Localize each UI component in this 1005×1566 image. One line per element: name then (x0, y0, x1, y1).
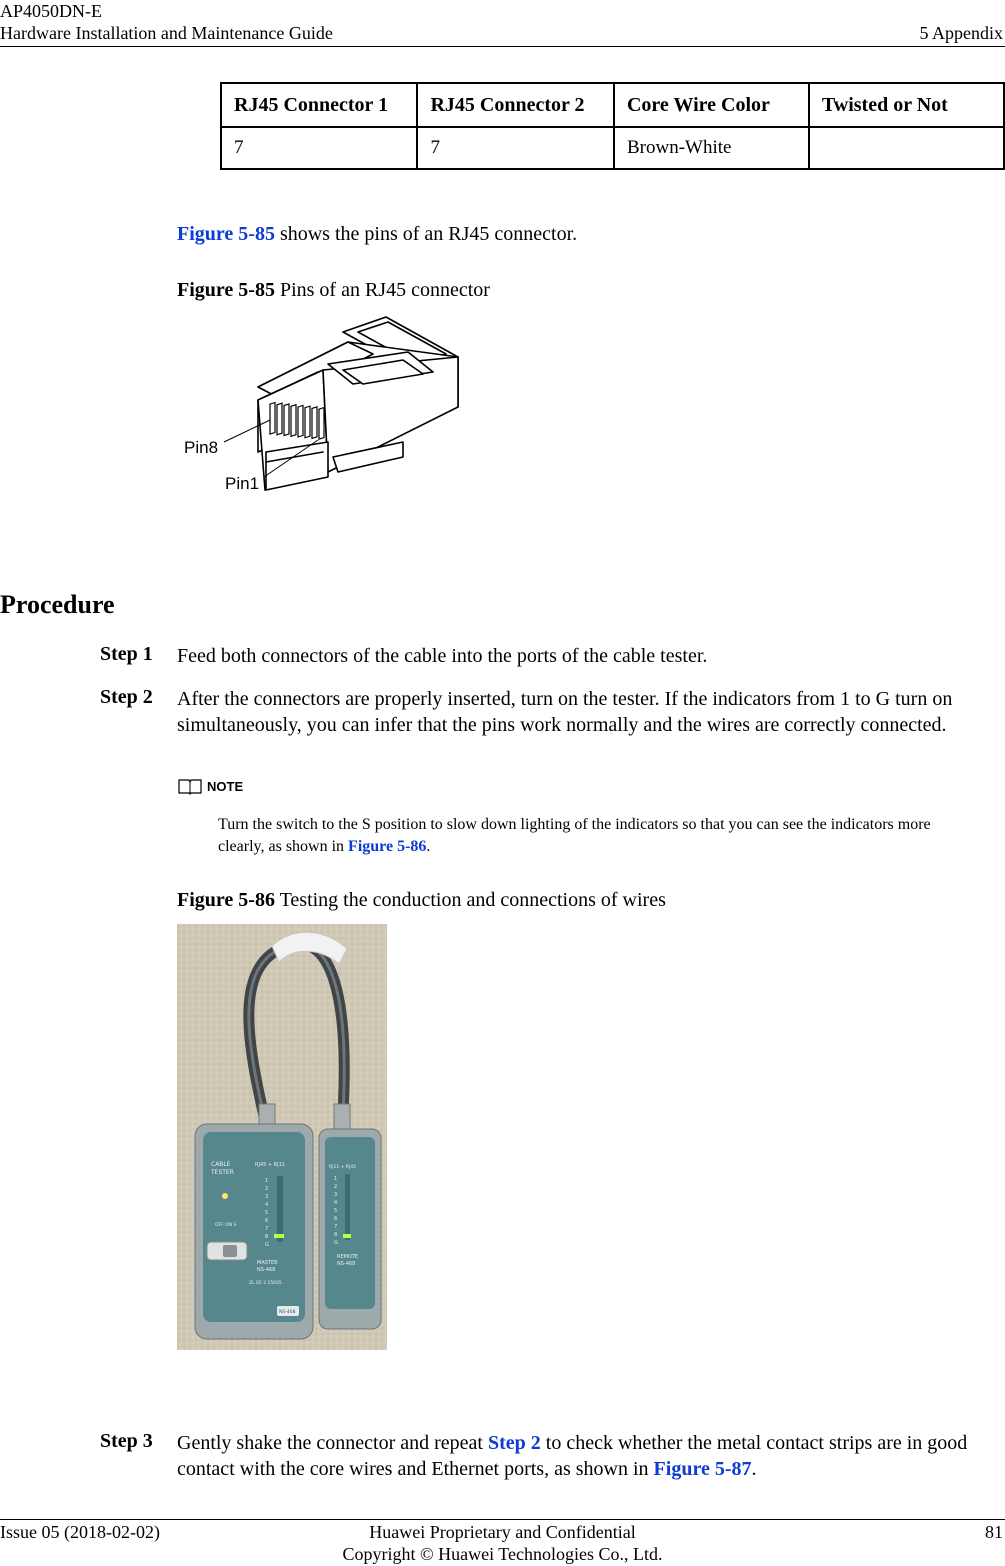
master-pin-label: 4 (265, 1202, 269, 1208)
step-3-text-1: Gently shake the connector and repeat (177, 1432, 488, 1454)
figure-5-86-link[interactable]: Figure 5-86 (348, 838, 427, 855)
table-cell (809, 127, 1004, 169)
master-pin-label: 3 (265, 1194, 269, 1200)
table-header-cell: RJ45 Connector 1 (221, 83, 417, 127)
figure-5-85-caption (177, 277, 490, 303)
header-product: AP4050DN-E (0, 1, 102, 21)
figure-5-87-link[interactable]: Figure 5-87 (653, 1458, 752, 1480)
footer-proprietary: Huawei Proprietary and Confidential (369, 1522, 636, 1542)
table-cell: 7 (221, 127, 417, 169)
note-text (218, 814, 958, 858)
step-2-text: After the connectors are properly inserted, turn on the tester. If the indicators from 1 to G turn on simultaneously, you can infer that the pins work normally and the wires are correctly connected. (177, 688, 953, 736)
note-header (177, 777, 243, 797)
footer-copyright: Copyright © Huawei Technologies Co., Ltd. (342, 1544, 663, 1564)
step-2-label: Step 2 (100, 686, 153, 708)
header-section: 5 Appendix (919, 23, 1003, 43)
master-mode: RJ45 + RJ11 (255, 1162, 285, 1168)
intro-paragraph (177, 221, 577, 247)
table-row (221, 127, 1004, 169)
table-header-cell: RJ45 Connector 2 (417, 83, 613, 127)
step-3-end: . (751, 1458, 757, 1480)
master-brand: NS-468 (279, 1310, 296, 1315)
remote-name: REMOTE (337, 1254, 359, 1260)
figure-label: Figure 5-85 (177, 279, 275, 301)
pin8-label: Pin8 (184, 438, 219, 457)
figure-5-85-link[interactable]: Figure 5-85 (177, 223, 275, 245)
procedure-heading: Procedure (0, 590, 115, 619)
pin1-label: Pin1 (225, 474, 260, 493)
cable-tester-photo (177, 924, 387, 1350)
pin-mapping-table (220, 82, 1005, 170)
remote-pin-label: 3 (334, 1192, 338, 1198)
step-2-link[interactable]: Step 2 (487, 1432, 541, 1454)
book-icon (177, 777, 203, 795)
remote-pin-label: 4 (334, 1200, 338, 1206)
figure-label: Figure 5-86 (177, 889, 275, 911)
step-1-label: Step 1 (100, 643, 153, 665)
table-header-cell: Core Wire Color (614, 83, 809, 127)
intro-text: shows the pins of an RJ45 connector. (274, 223, 578, 245)
step-1-text: Feed both connectors of the cable into the ports of the cable tester. (177, 645, 708, 667)
header-guide-title: Hardware Installation and Maintenance Guide (0, 23, 333, 43)
step-3-text (177, 1430, 1002, 1482)
table-header-cell: Twisted or Not (809, 83, 1004, 127)
footer-issue: Issue 05 (2018-02-02) (0, 1522, 160, 1542)
master-pin-label: 2 (265, 1186, 269, 1192)
master-pin-label: 8 (265, 1234, 269, 1240)
header-rule (0, 46, 1005, 47)
remote-pin-label: 2 (334, 1184, 338, 1190)
remote-pin-label: 1 (334, 1176, 338, 1182)
master-title-1: CABLE (211, 1161, 231, 1168)
master-pin-led-icon (274, 1234, 284, 1238)
master-code: ZL 02 3 15035 (249, 1281, 282, 1286)
power-led-icon (222, 1193, 228, 1199)
step-3-text-2: to check whether the metal contact strips are in good contact with the core wires and Ethernet ports, as shown in (177, 1432, 968, 1480)
master-switch-label: OFF ON S (215, 1223, 237, 1228)
remote-model: NS-468 (337, 1261, 356, 1267)
footer-rule (0, 1519, 1005, 1520)
figure-caption-text: Pins of an RJ45 connector (274, 279, 490, 301)
master-name: MASTER (257, 1260, 278, 1266)
remote-pin-label: 6 (334, 1216, 338, 1222)
remote-pin-label: 7 (334, 1224, 338, 1230)
step-3-label: Step 3 (100, 1430, 153, 1452)
footer-page-number: 81 (985, 1522, 1003, 1542)
table-cell: 7 (417, 127, 613, 169)
remote-pin-label: 5 (334, 1208, 338, 1214)
master-pin-label: 7 (265, 1226, 269, 1232)
table-header-row (221, 83, 1004, 127)
note-title: NOTE (207, 778, 244, 794)
master-title-2: TESTER (211, 1169, 234, 1176)
remote-pin-label: 8 (334, 1232, 338, 1238)
remote-pin-label: G (334, 1240, 338, 1246)
master-pin-label: 1 (265, 1178, 269, 1184)
remote-pin-led-icon (343, 1234, 351, 1238)
note-end: . (426, 838, 431, 855)
table-cell: Brown-White (614, 127, 809, 169)
master-pin-label: G (265, 1242, 269, 1248)
master-model: NS-468 (257, 1267, 276, 1273)
note-body: Turn the switch to the S position to slow down lighting of the indicators so that you can see the indicators more clearly, as shown in (218, 816, 931, 855)
remote-mode: RJ11 + RJ45 (329, 1165, 356, 1170)
rj45-connector-diagram (178, 312, 468, 497)
master-pin-label: 6 (265, 1218, 269, 1224)
figure-caption-text: Testing the conduction and connections of wires (274, 889, 666, 911)
master-pin-label: 5 (265, 1210, 269, 1216)
figure-5-86-caption (177, 887, 666, 913)
